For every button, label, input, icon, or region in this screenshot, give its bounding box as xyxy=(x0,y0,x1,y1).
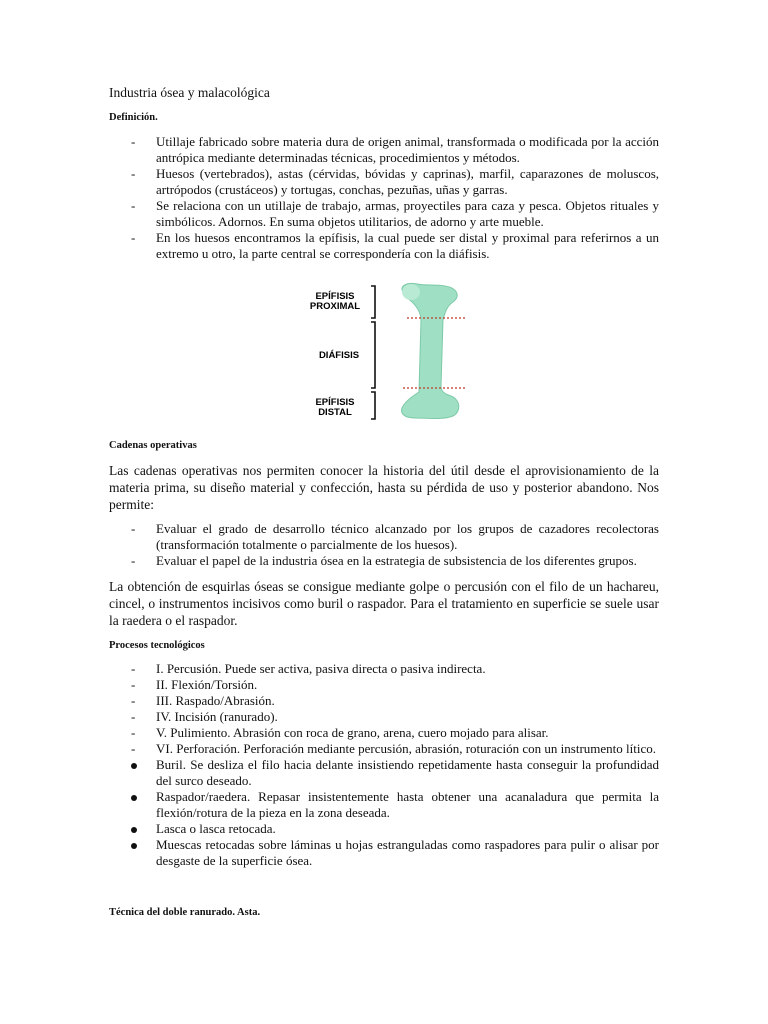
list-item: - Huesos (vertebrados), astas (cérvidas, bóvidas y caprinas), marfil, caparazones de moluscos, artrópodos (crustáceos) y tortugas, conchas, pezuñas, uñas y garras. xyxy=(131,166,659,197)
bone-head xyxy=(402,284,420,300)
label-epifisis-distal-1: EPÍFISIS xyxy=(315,397,355,408)
label-epifisis-proximal-2: PROXIMAL xyxy=(309,301,361,312)
label-diafisis: DIÁFISIS xyxy=(318,350,360,361)
list-item: - Evaluar el grado de desarrollo técnico alcanzado por los grupos de cazadores recolectoras (transformación totalmente o parcialmente de los huesos). xyxy=(131,521,659,552)
list-item: - VI. Perforación. Perforación mediante percusión, abrasión, roturación con un instrumento lítico. xyxy=(131,741,656,756)
cadenas-paragraph-1: Las cadenas operativas nos permiten conocer la historia del útil desde el aprovisionamiento de la materia prima, su diseño material y confección, hasta su pérdida de uso y posterior abandono. Nos permite: xyxy=(109,463,659,512)
list-item: Muescas retocadas sobre láminas u hojas estranguladas como raspadores para pulir o alisar por desgaste de la superficie ósea. xyxy=(109,837,659,869)
bracket-diafisis xyxy=(371,322,375,388)
heading-procesos: Procesos tecnológicos xyxy=(109,640,205,651)
bullet-icon xyxy=(131,827,137,833)
heading-tecnica: Técnica del doble ranurado. Asta. xyxy=(109,907,261,918)
heading-definicion: Definición. xyxy=(109,112,158,123)
bullet-icon xyxy=(131,843,137,849)
list-item: - II. Flexión/Torsión. xyxy=(131,677,258,692)
list-item: Lasca o lasca retocada. xyxy=(109,821,659,837)
bullet-icon xyxy=(131,795,137,801)
list-item: - Utillaje fabricado sobre materia dura de origen animal, transformada o modificada por la acción antrópica mediante determinadas técnicas, procedimientos y métodos. xyxy=(131,134,659,165)
heading-cadenas: Cadenas operativas xyxy=(109,440,197,451)
list-item: - I. Percusión. Puede ser activa, pasiva directa o pasiva indirecta. xyxy=(131,661,486,676)
procesos-list xyxy=(109,661,659,869)
list-item: - Se relaciona con un utillaje de trabajo, armas, proyectiles para caza y pesca. Objetos rituales y simbólicos. Adornos. En suma objetos utilitarios, de adorno y arte mueble. xyxy=(131,198,659,229)
list-item: - IV. Incisión (ranurado). xyxy=(131,709,278,724)
bone-diagram xyxy=(295,278,495,426)
bracket-proximal xyxy=(371,286,375,318)
label-epifisis-proximal-1: EPÍFISIS xyxy=(315,291,355,302)
list-item: - V. Pulimiento. Abrasión con roca de grano, arena, cuero mojado para alisar. xyxy=(131,725,549,740)
document-title: Industria ósea y malacológica xyxy=(109,85,270,100)
cadenas-paragraph-2: La obtención de esquirlas óseas se consigue mediante golpe o percusión con el filo de un hachareu, cincel, o instrumentos incisivos como buril o raspador. Para el tratamiento en superficie se suele usar la raedera o el raspador. xyxy=(109,579,659,628)
list-item: - En los huesos encontramos la epífisis, la cual puede ser distal y proximal para referirnos a un extremo u otro, la parte central se correspondería con la diáfisis. xyxy=(131,230,659,261)
list-item: Raspador/raedera. Repasar insistentemente hasta obtener una acanaladura que permita la flexión/rotura de la pieza en la zona deseada. xyxy=(109,789,659,821)
definicion-list xyxy=(109,134,659,262)
bracket-distal xyxy=(371,392,375,419)
list-item: - III. Raspado/Abrasión. xyxy=(131,693,275,708)
bullet-icon xyxy=(131,763,137,769)
label-epifisis-distal-2: DISTAL xyxy=(318,407,352,418)
bone-shape xyxy=(402,283,459,418)
list-item: - Evaluar el papel de la industria ósea en la estrategia de subsistencia de los diferentes grupos. xyxy=(131,553,637,568)
cadenas-list xyxy=(109,521,659,569)
list-item: Buril. Se desliza el filo hacia delante insistiendo repetidamente hasta conseguir la profundidad del surco deseado. xyxy=(109,757,659,789)
